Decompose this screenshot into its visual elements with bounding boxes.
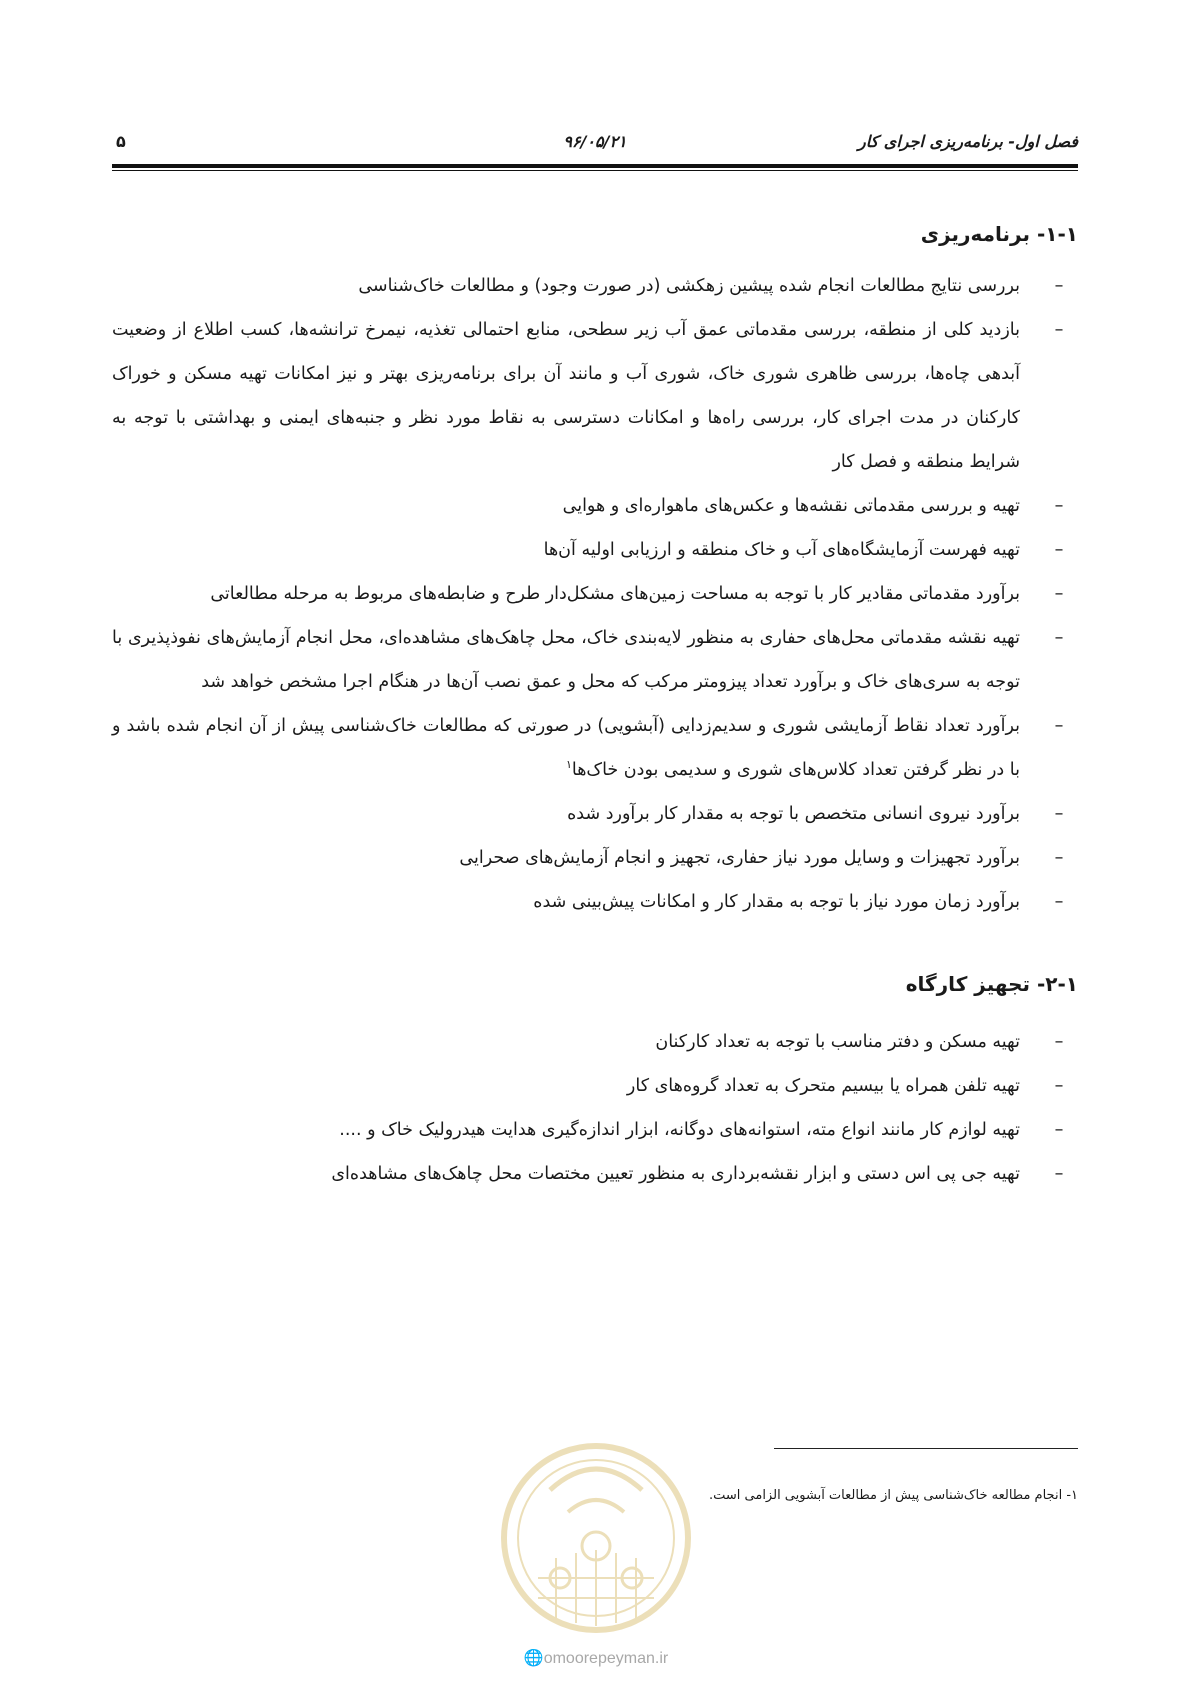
footnote-rule [774,1448,1078,1449]
list-item [112,616,1078,704]
list-item-text: برآورد مقدماتی مقادیر کار با توجه به مساحت زمین‌های مشکل‌دار طرح و ضابطه‌های مربوط به مرحله مطالعاتی [210,584,1020,604]
dash-bullet-icon: – [1054,1164,1064,1184]
site-text: omoorepeyman.ir [543,1650,669,1667]
section-planning [112,214,1078,924]
list-item [112,264,1078,308]
list-item [112,1152,1078,1196]
main-content [112,214,1078,1196]
dash-bullet-icon: – [1054,584,1064,604]
list-item-text: برآورد نیروی انسانی متخصص با توجه به مقدار کار برآورد شده [567,804,1020,824]
list-item-text: بازدید کلی از منطقه، بررسی مقدماتی عمق آب زیر سطحی، منابع احتمالی تغذیه، نیمرخ ترانشه‌ها، کسب اطلاع از وضعیت آبدهی چاه‌ها، بررسی ظاهری شوری خاک، شوری آب و مانند آن برای برنامه‌ریزی بهتر و نیز امکانات تهیه مسکن و خوراک کارکنان در مدت اجرای کار، بررسی راه‌ها و امکانات دسترسی به نقاط مورد نظر و جنبه‌های ایمنی و بهداشتی با توجه به شرایط منطقه و فصل کار [112,320,1020,472]
list-item [112,1020,1078,1064]
planning-list [112,264,1078,924]
dash-bullet-icon: – [1054,320,1064,340]
list-item [112,484,1078,528]
list-item-text: برآورد زمان مورد نیاز با توجه به مقدار کار و امکانات پیش‌بینی شده [533,892,1020,912]
list-item [112,704,1078,792]
list-item [112,1064,1078,1108]
dash-bullet-icon: – [1054,716,1064,736]
equipment-list [112,1020,1078,1196]
dash-bullet-icon: – [1054,496,1064,516]
section-site-equipment [112,964,1078,1196]
header-rule-thick [112,164,1078,168]
globe-icon: 🌐 [523,1650,544,1667]
page-header [112,128,1078,158]
dash-bullet-icon: – [1054,804,1064,824]
dash-bullet-icon: – [1054,540,1064,560]
section-title: ۱-۱- برنامه‌ریزی [920,222,1078,246]
list-item-text: تهیه جی پی اس دستی و ابزار نقشه‌برداری به منظور تعیین مختصات محل چاهک‌های مشاهده‌ای [331,1164,1020,1184]
list-item-text: برآورد تعداد نقاط آزمایشی شوری و سدیم‌زدایی (آبشویی) در صورتی که مطالعات خاک‌شناسی پیش از آن انجام شده باشد و با در نظر گرفتن تعداد کلاس‌های شوری و سدیمی بودن خاک‌ها [112,716,1020,780]
list-item [112,308,1078,484]
list-item-text: برآورد تجهیزات و وسایل مورد نیاز حفاری، تجهیز و انجام آزمایش‌های صحرایی [459,848,1020,868]
list-item [112,836,1078,880]
header-date: ۹۶/۰۵/۲۱ [563,132,627,151]
list-item-text: تهیه فهرست آزمایشگاه‌های آب و خاک منطقه و ارزیابی اولیه آن‌ها [543,540,1020,560]
chapter-title: فصل اول- برنامه‌ریزی اجرای کار [858,132,1078,151]
list-item-text: تهیه نقشه مقدماتی محل‌های حفاری به منظور لایه‌بندی خاک، محل چاهک‌های مشاهده‌ای، محل انجام آزمایش‌های نفوذپذیری با توجه به سری‌های خاک و برآورد تعداد پیزومتر مرکب که محل و عمق نصب آن‌ها در هنگام اجرا مشخص خواهد شد [112,628,1020,692]
dash-bullet-icon: – [1054,1076,1064,1096]
list-item-text: بررسی نتایج مطالعات انجام شده پیشین زهکشی (در صورت وجود) و مطالعات خاک‌شناسی [358,276,1020,296]
dash-bullet-icon: – [1054,1032,1064,1052]
list-item-text: تهیه تلفن همراه یا بیسیم متحرک به تعداد گروه‌های کار [626,1076,1020,1096]
list-item-text: تهیه مسکن و دفتر مناسب با توجه به تعداد کارکنان [655,1032,1020,1052]
header-rule-thin [112,170,1078,171]
dash-bullet-icon: – [1054,1120,1064,1140]
watermark-site-url [498,1648,694,1668]
dash-bullet-icon: – [1054,848,1064,868]
footnote-marker: ۱ [565,758,572,772]
watermark-logo-icon [498,1428,694,1648]
dash-bullet-icon: – [1054,628,1064,648]
list-item [112,528,1078,572]
dash-bullet-icon: – [1054,892,1064,912]
list-item [112,572,1078,616]
footnote: ۱- انجام مطالعه خاک‌شناسی پیش از مطالعات آبشویی الزامی است. [708,1488,1078,1503]
list-item-text: تهیه لوازم کار مانند انواع مته، استوانه‌های دوگانه، ابزار اندازه‌گیری هدایت هیدرولیک خاک و .... [339,1120,1020,1140]
list-item [112,880,1078,924]
dash-bullet-icon: – [1054,276,1064,296]
list-item [112,792,1078,836]
list-item [112,1108,1078,1152]
page-number: ۵ [116,132,126,151]
section-title: ۲-۱- تجهیز کارگاه [905,972,1078,996]
list-item-text: تهیه و بررسی مقدماتی نقشه‌ها و عکس‌های ماهواره‌ای و هوایی [562,496,1020,516]
